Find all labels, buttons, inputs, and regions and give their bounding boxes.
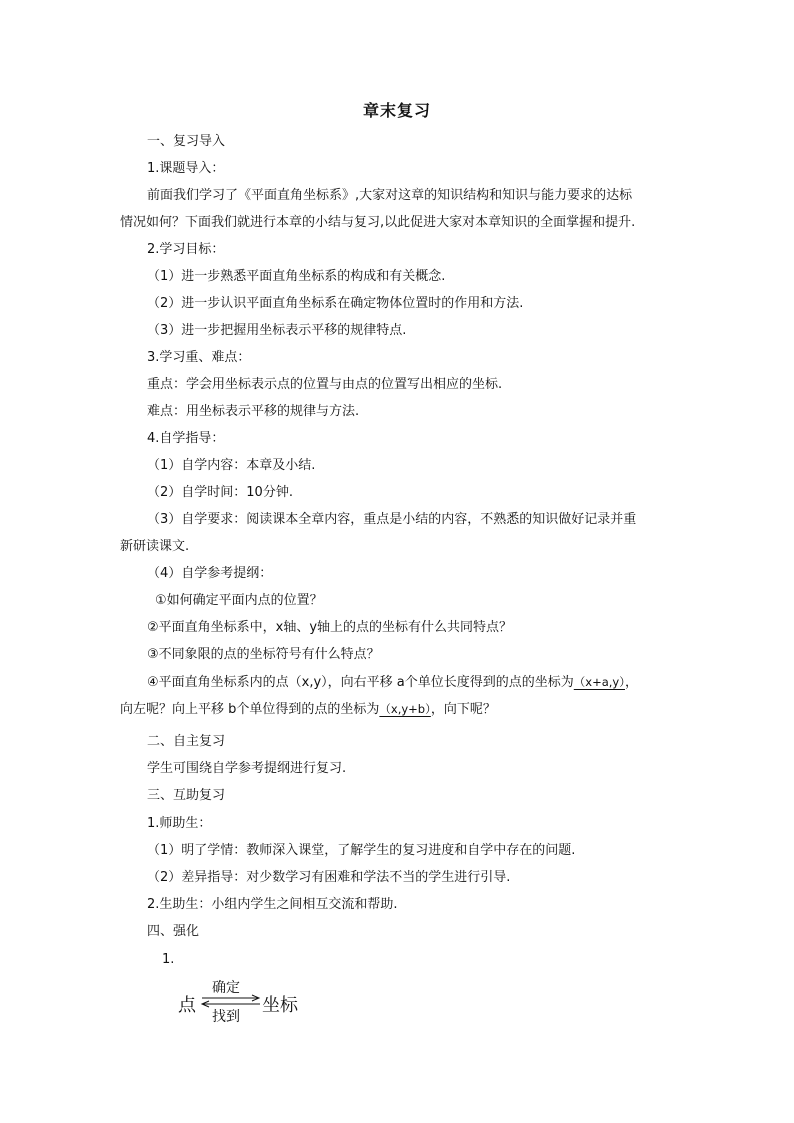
page-title: 章末复习 <box>362 101 431 120</box>
subheading-learning-goals: 2.学习目标： <box>147 242 225 257</box>
question-text: ，向下呢？ <box>430 702 496 717</box>
list-item: （3）自学要求：阅读课本全章内容，重点是小结的内容，不熟悉的知识做好记录并重 <box>147 512 637 527</box>
list-item: （3）进一步把握用坐标表示平移的规律特点. <box>147 323 407 338</box>
diagram-right-label: 坐标 <box>262 995 298 1016</box>
list-item: （1）自学内容：本章及小结. <box>147 458 316 473</box>
outline-question-continued <box>120 700 496 719</box>
subheading-self-study: 4.自学指导： <box>147 431 225 446</box>
list-item: （4）自学参考提纲： <box>147 566 273 581</box>
section-heading-self-review: 二、自主复习 <box>147 734 226 749</box>
outline-question: ②平面直角坐标系中，x轴、y轴上的点的坐标有什么共同特点？ <box>147 620 513 635</box>
answer-blank: （x+a,y） <box>573 675 625 689</box>
diagram-top-label: 确定 <box>212 980 240 996</box>
question-text: ④平面直角坐标系内的点（x,y），向右平移 a个单位长度得到的点的坐标为 <box>147 675 574 690</box>
diagram-bottom-label: 找到 <box>212 1009 240 1025</box>
answer-blank: （x,y+b） <box>379 702 431 716</box>
point-coordinate-diagram <box>178 977 318 1027</box>
list-item: （2）差异指导：对少数学习有困难和学法不当的学生进行引导. <box>147 870 511 885</box>
outline-question <box>147 673 638 692</box>
paragraph-line: 难点：用坐标表示平移的规律与方法. <box>147 404 360 419</box>
paragraph-line: 新研读课文. <box>120 539 190 554</box>
subheading-teacher-help: 1.师助生： <box>147 816 212 831</box>
diagram-left-label: 点 <box>178 995 196 1016</box>
outline-question: ①如何确定平面内点的位置？ <box>155 593 323 608</box>
question-text: 向左呢？向上平移 b个单位得到的点的坐标为 <box>120 702 380 717</box>
paragraph-line: 重点：学会用坐标表示点的位置与由点的位置写出相应的坐标. <box>147 377 503 392</box>
section-heading-mutual-review: 三、互助复习 <box>147 788 226 803</box>
paragraph-line: 情况如何？下面我们就进行本章的小结与复习,以此促进大家对本章知识的全面掌握和提升. <box>120 215 636 230</box>
section-heading-review-intro: 一、复习导入 <box>147 134 226 149</box>
list-item: （2）进一步认识平面直角坐标系在确定物体位置时的作用和方法. <box>147 296 524 311</box>
question-text: ， <box>624 675 638 690</box>
list-item: （2）自学时间：10分钟. <box>147 485 293 500</box>
subheading-peer-help: 2.生助生：小组内学生之间相互交流和帮助. <box>147 897 398 912</box>
list-item: （1）进一步熟悉平面直角坐标系的构成和有关概念. <box>147 269 446 284</box>
section-heading-reinforce: 四、强化 <box>147 924 200 939</box>
list-item: （1）明了学情：教师深入课堂，了解学生的复习进度和自学中存在的问题. <box>147 843 576 858</box>
subheading-key-points: 3.学习重、难点： <box>147 350 251 365</box>
exercise-number: 1. <box>162 952 175 967</box>
subheading-topic-intro: 1.课题导入： <box>147 161 225 176</box>
paragraph-line: 学生可围绕自学参考提纲进行复习. <box>147 761 347 776</box>
paragraph-line: 前面我们学习了《平面直角坐标系》,大家对这章的知识结构和知识与能力要求的达标 <box>147 188 633 203</box>
outline-question: ③不同象限的点的坐标符号有什么特点？ <box>147 647 380 662</box>
